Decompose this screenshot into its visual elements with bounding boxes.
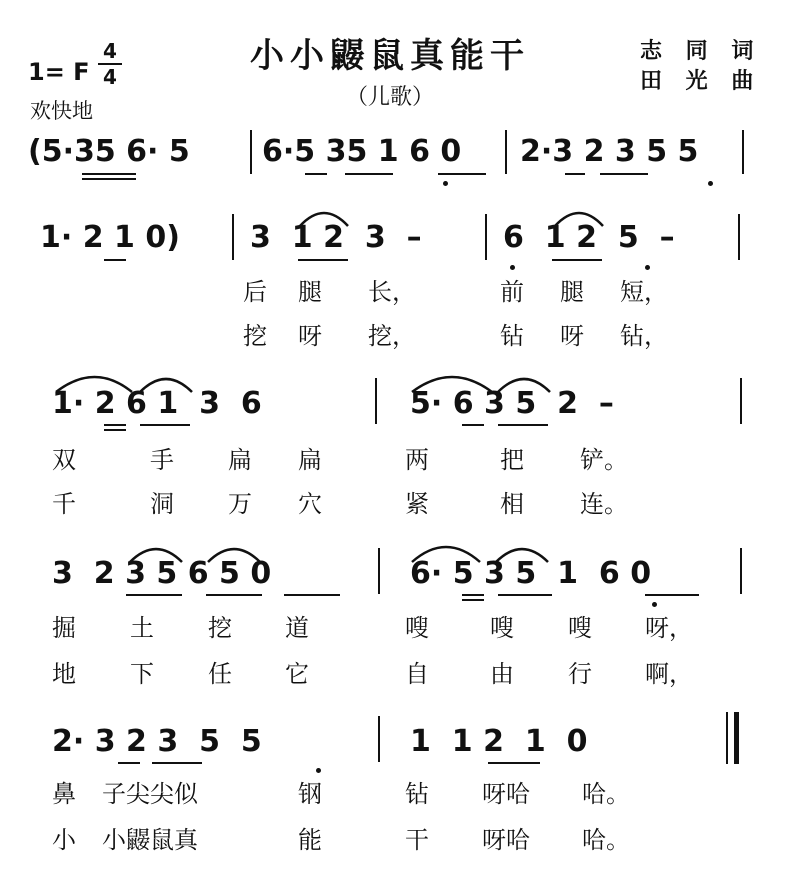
lyric: 嗖 <box>405 614 429 642</box>
lyric: 前 <box>500 278 524 306</box>
key-signature: 1= F <box>28 58 90 86</box>
slur <box>555 213 603 226</box>
measure-6: 6 1 2 5 – <box>503 220 675 255</box>
lyric: 呀哈 <box>482 826 530 854</box>
lyric: 自 <box>405 660 429 688</box>
lyric: 铲。 <box>580 446 628 474</box>
time-numerator: 4 <box>103 39 117 63</box>
lyric: 哈。 <box>582 826 630 854</box>
slur <box>208 549 260 562</box>
lyric: 任 <box>208 660 232 688</box>
measure-3: 2·3 2 3 5 5 <box>520 134 699 169</box>
slur <box>130 549 182 562</box>
lyric: 短， <box>620 278 668 306</box>
lyric: 挖 <box>243 322 267 350</box>
slur <box>412 377 492 392</box>
lyricist-credit: 志 同 词 <box>640 38 762 64</box>
slur <box>140 379 192 392</box>
measure-9: 3 2 3 5 6 5 0 <box>52 556 272 591</box>
lyric: 紧 <box>405 490 429 518</box>
lyric: 小鼹鼠真 <box>102 826 198 854</box>
lyric: 呀， <box>645 614 693 642</box>
lyric: 呀 <box>298 322 322 350</box>
lyric: 行 <box>568 660 592 688</box>
lyric: 钢 <box>298 780 322 808</box>
song-title: 小小鼹鼠真能干 <box>250 36 530 76</box>
measure-7: 1· 2 6 1 3 6 <box>52 386 262 421</box>
lyric: 它 <box>285 660 309 688</box>
lyric: 钻， <box>620 322 668 350</box>
measure-8: 5· 6 3 5 2 – <box>410 386 614 421</box>
lyric: 万 <box>228 490 252 518</box>
lyric: 后 <box>243 278 267 306</box>
measure-5: 3 1 2 3 – <box>250 220 422 255</box>
measure-4: 1· 2 1 0) <box>40 220 180 255</box>
lyric: 把 <box>500 446 524 474</box>
lyric: 腿 <box>560 278 584 306</box>
slur <box>496 549 548 562</box>
lyric: 挖， <box>368 322 416 350</box>
measure-12: 1 1 2 1 0 <box>410 724 588 759</box>
lyric: 地 <box>52 660 76 688</box>
lyric: 鼻 <box>52 780 76 808</box>
lyric: 相 <box>500 490 524 518</box>
lyric: 小 <box>52 826 76 854</box>
lyric: 洞 <box>150 490 174 518</box>
lyric: 能 <box>298 826 322 854</box>
composer-credit: 田 光 曲 <box>640 68 762 94</box>
slur <box>412 547 480 562</box>
lyric: 穴 <box>298 490 322 518</box>
lyric: 挖 <box>208 614 232 642</box>
lyric: 土 <box>130 614 154 642</box>
measure-2: 6·5 35 1 6 0 <box>262 134 462 169</box>
lyric: 扁 <box>298 446 322 474</box>
lyric: 呀哈 <box>482 780 530 808</box>
lyric: 两 <box>405 446 429 474</box>
lyric: 子尖尖似 <box>102 780 198 808</box>
lyric: 下 <box>130 660 154 688</box>
measure-11: 2· 3 2 3 5 5 <box>52 724 262 759</box>
lyric: 长， <box>368 278 416 306</box>
measure-10: 6· 5 3 5 1 6 0 <box>410 556 652 591</box>
lyric: 啊， <box>645 660 693 688</box>
lyric: 呀 <box>560 322 584 350</box>
slur <box>56 377 132 392</box>
lyric: 干 <box>405 826 429 854</box>
slur <box>498 379 550 392</box>
lyric: 千 <box>52 490 76 518</box>
lyric: 钻 <box>405 780 429 808</box>
time-denominator: 4 <box>103 65 117 89</box>
lyric: 嗖 <box>490 614 514 642</box>
lyric: 双 <box>52 446 76 474</box>
lyric: 扁 <box>228 446 252 474</box>
song-subtitle: （儿歌） <box>345 85 434 110</box>
lyric: 钻 <box>500 322 524 350</box>
slur <box>300 213 348 226</box>
tempo-marking: 欢快地 <box>30 99 93 123</box>
lyric: 腿 <box>298 278 322 306</box>
lyric: 连。 <box>580 490 628 518</box>
lyric: 嗖 <box>568 614 592 642</box>
lyric: 由 <box>490 660 514 688</box>
lyric: 哈。 <box>582 780 630 808</box>
lyric: 掘 <box>52 614 76 642</box>
measure-1: (5·35 6· 5 <box>28 134 190 169</box>
lyric: 道 <box>285 614 309 642</box>
lyric: 手 <box>150 446 174 474</box>
